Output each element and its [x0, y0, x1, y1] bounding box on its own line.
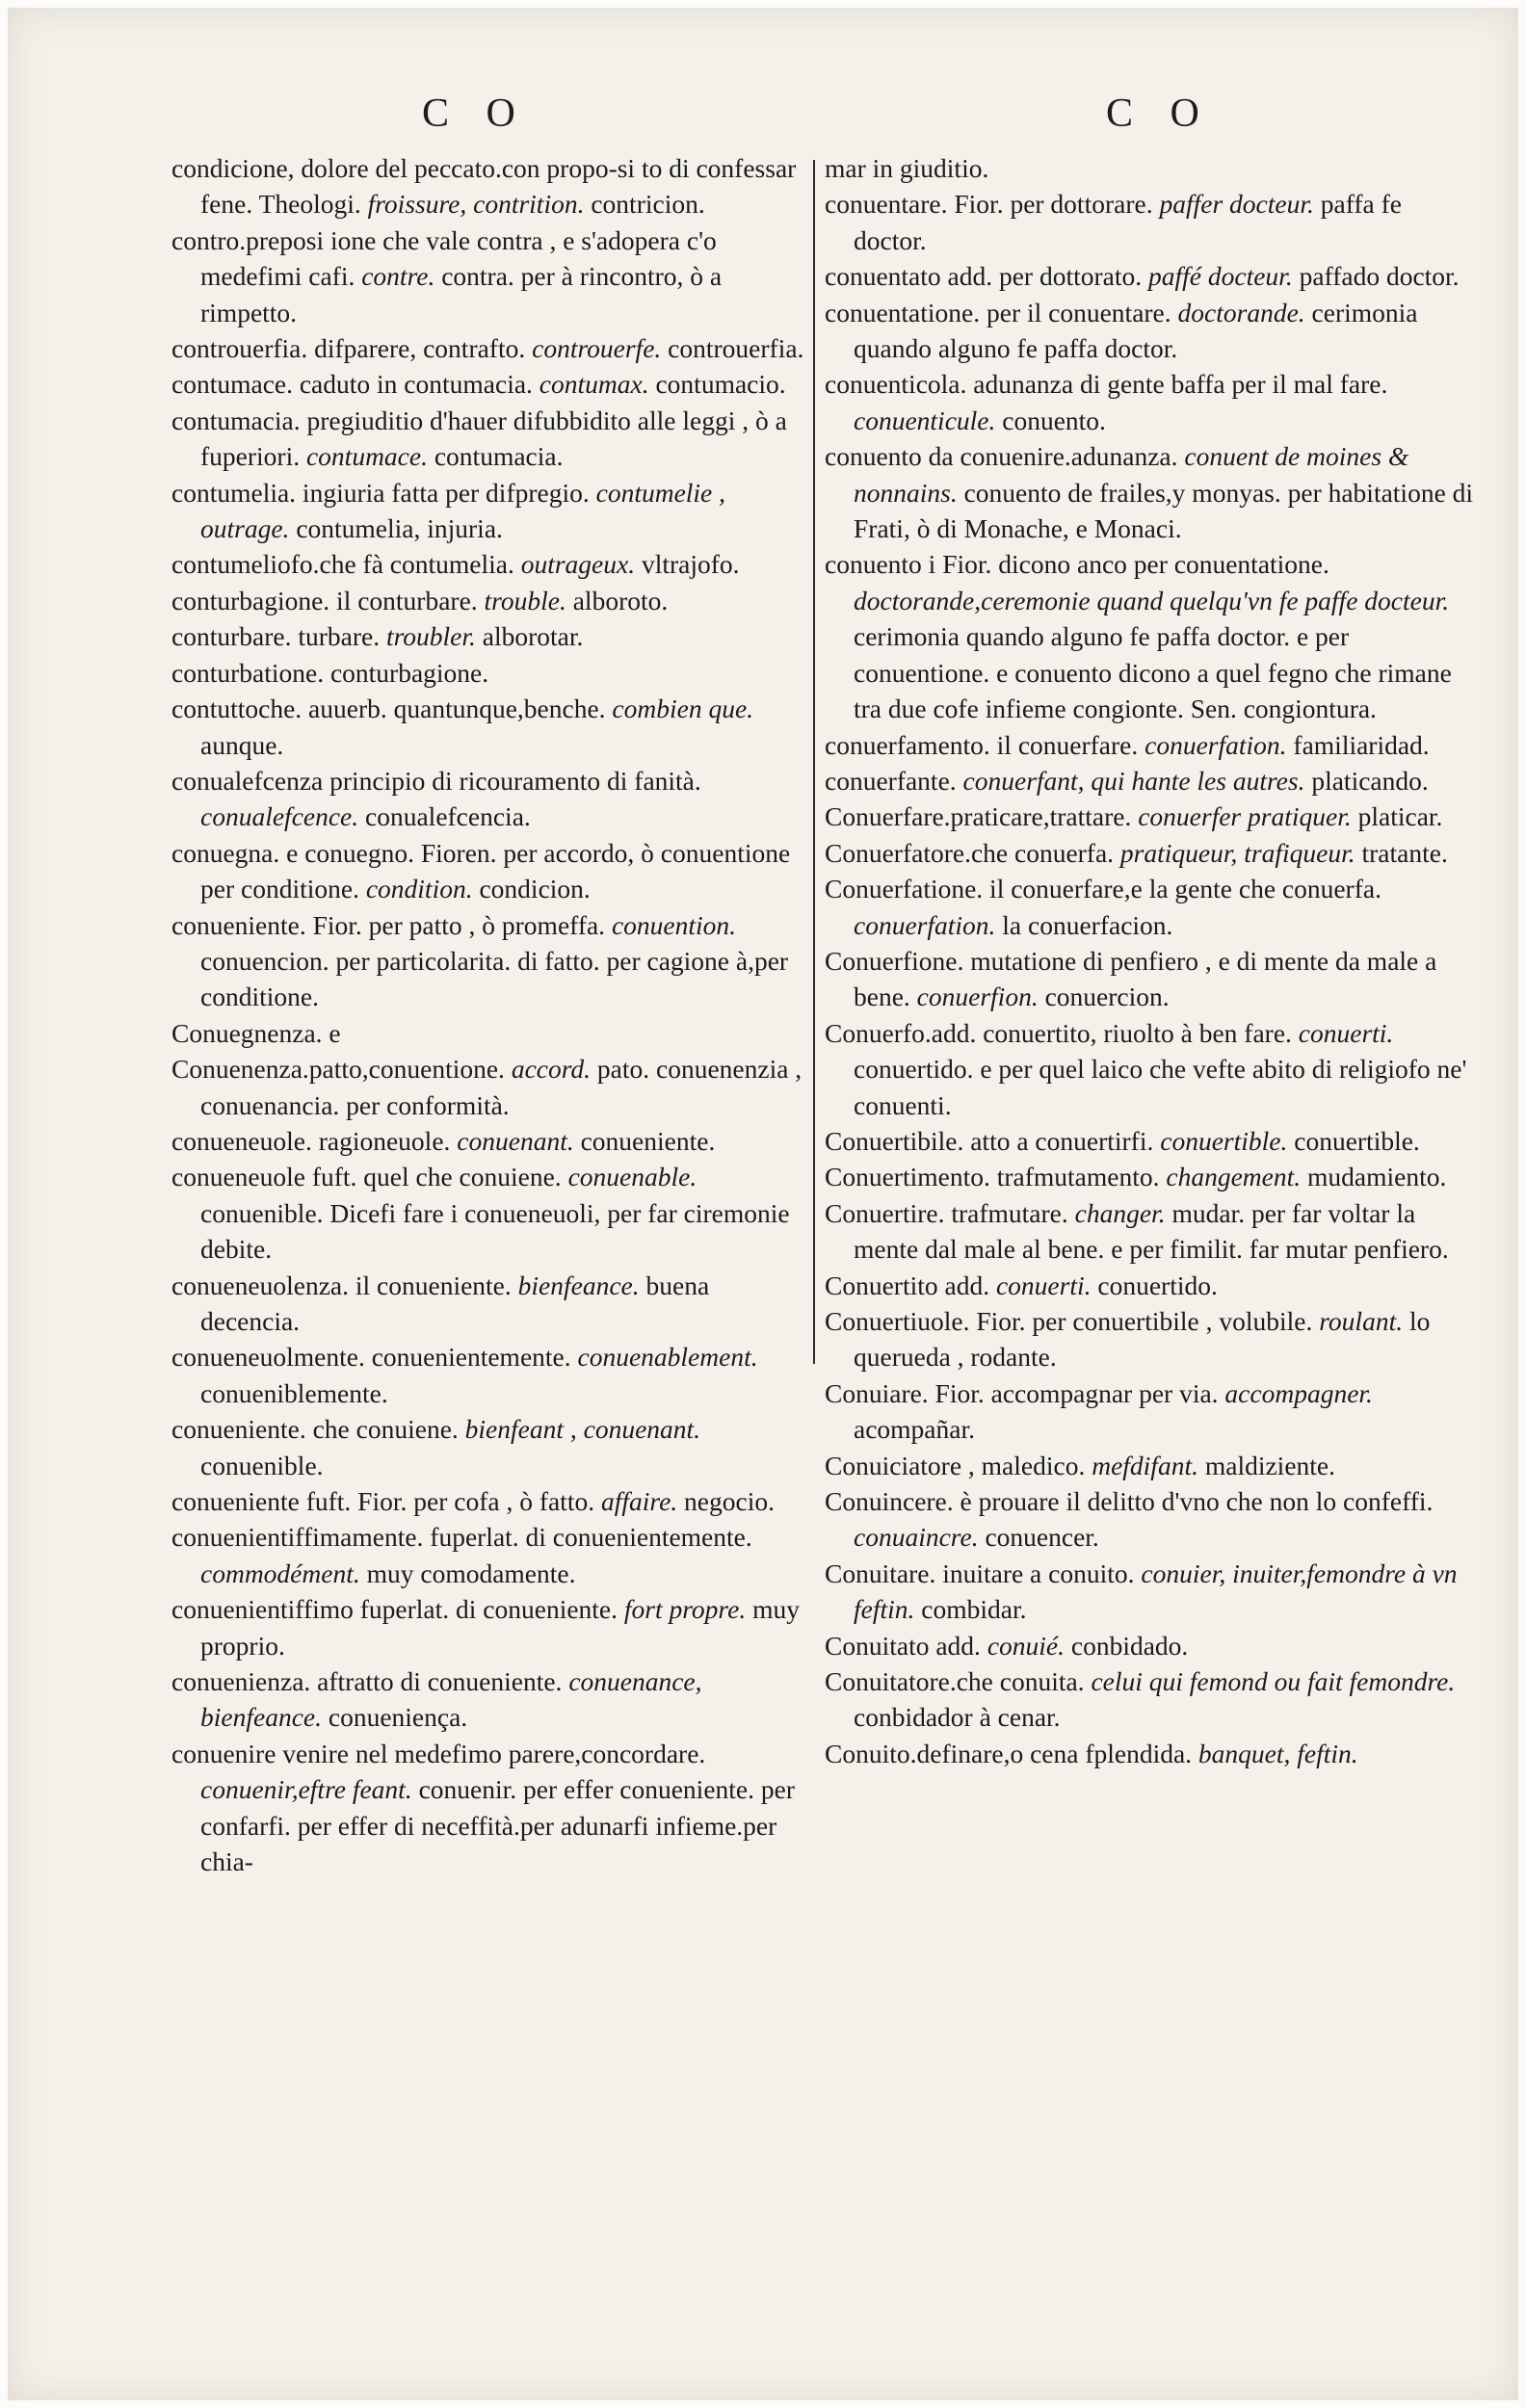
column-divider: [813, 160, 815, 1364]
entry-italian-text: Conuitare. inuitare a conuito.: [825, 1557, 1135, 1588]
dictionary-entry: [171, 618, 807, 654]
entry-french-text: conuenable.: [567, 1162, 697, 1192]
dictionary-entry: [825, 1123, 1480, 1159]
entry-spanish-text: conuento de frailes,y monyas. per habitatione di Frati, ò di Monache, e Monaci.: [854, 477, 1474, 544]
entry-french-text: accord.: [511, 1054, 592, 1085]
entry-french-text: conuenance, bienfeance.: [200, 1666, 702, 1733]
entry-french-text: paffé docteur.: [1148, 261, 1293, 292]
entry-french-text: changement.: [1166, 1162, 1302, 1192]
entry-spanish-text: controuerfia.: [668, 333, 804, 364]
entry-french-text: conuenticule.: [854, 405, 996, 435]
entry-french-text: trouble.: [484, 585, 566, 615]
entry-italian-text: conuerfamento. il conuerfare.: [825, 729, 1139, 760]
entry-french-text: contre.: [361, 261, 435, 292]
dictionary-entry: [171, 1015, 807, 1051]
entry-spanish-text: conuenible.: [200, 1450, 324, 1480]
entry-spanish-text: negocio.: [684, 1486, 775, 1517]
entry-italian-text: conuenienza. aftratto di conueniente.: [171, 1666, 563, 1697]
dictionary-entry: [825, 1448, 1480, 1483]
entry-italian-text: contuttoche. auuerb. quantunque,benche.: [171, 694, 606, 724]
dictionary-entry: [171, 1736, 807, 1880]
entry-italian-text: Conuertimento. trafmutamento.: [825, 1162, 1160, 1192]
dictionary-entry: [171, 1159, 807, 1267]
entry-french-text: doctorande,ceremonie quand quelqu'vn fe paffe docteur.: [854, 585, 1450, 615]
entry-french-text: conuerfant, qui hante les autres.: [962, 765, 1305, 796]
dictionary-entry: [171, 546, 807, 582]
entry-spanish-text: acompañar.: [854, 1414, 975, 1445]
dictionary-entry: [825, 1736, 1480, 1771]
dictionary-entry: [171, 403, 807, 475]
entry-spanish-text: contumacia.: [434, 441, 564, 472]
entry-french-text: conuenablement.: [577, 1342, 758, 1373]
entry-french-text: roulant.: [1319, 1306, 1404, 1336]
right-column-header: C O: [1106, 92, 1213, 136]
dictionary-entry: [825, 1628, 1480, 1663]
entry-spanish-text: pato. conuenenzia , conuenancia. per conformità.: [200, 1054, 802, 1120]
entry-italian-text: conueneuolmente. conuenientemente.: [171, 1342, 571, 1373]
entry-spanish-text: paffado doctor.: [1299, 261, 1460, 292]
left-column: [171, 150, 807, 1880]
entry-spanish-text: conualefcencia.: [365, 801, 531, 832]
entry-french-text: accompagner.: [1224, 1377, 1373, 1408]
dictionary-entry: [825, 1303, 1480, 1375]
entry-spanish-text: conuencion. per particolarita. di fatto. per cagione à,per conditione.: [200, 945, 789, 1012]
dictionary-entry: [171, 366, 807, 402]
dictionary-entry: [825, 438, 1480, 546]
entry-french-text: conuerti.: [995, 1269, 1092, 1300]
entry-spanish-text: alborotar.: [482, 621, 584, 652]
entry-french-text: conuaincre.: [854, 1522, 979, 1553]
entry-italian-text: conueneuole fuft. quel che conuiene.: [171, 1162, 562, 1192]
entry-spanish-text: tratante.: [1361, 837, 1448, 868]
entry-french-text: bienfeant , conuenant.: [464, 1414, 701, 1445]
entry-italian-text: conuegna. e conuegno. Fioren. per accordo, ò conuentione per conditione.: [171, 837, 791, 904]
entry-spanish-text: conueniente.: [580, 1125, 716, 1156]
dictionary-entry: [171, 691, 807, 763]
dictionary-entry: [171, 150, 807, 222]
dictionary-entry: [825, 366, 1480, 438]
dictionary-entry: [825, 871, 1480, 943]
entry-italian-text: conualefcenza principio di ricouramento di fanità.: [171, 765, 701, 796]
entry-italian-text: Conuerfione. mutatione di penfiero , e di mente da male a bene.: [825, 945, 1437, 1012]
dictionary-entry: [171, 655, 807, 691]
entry-french-text: pratiqueur, trafiqueur.: [1119, 837, 1355, 868]
entry-french-text: conualefcence.: [200, 801, 359, 832]
entry-italian-text: Conuertiuole. Fior. per conuertibile , volubile.: [825, 1306, 1313, 1336]
entry-french-text: conuerfer pratiquer.: [1138, 801, 1352, 832]
entry-french-text: paffer docteur.: [1159, 189, 1314, 220]
entry-french-text: conuention.: [611, 909, 737, 940]
entry-spanish-text: conuertible.: [1294, 1125, 1420, 1156]
entry-italian-text: conueneuolenza. il conueniente.: [171, 1269, 512, 1300]
entry-italian-text: conuento da conuenire.adunanza.: [825, 441, 1178, 472]
entry-spanish-text: muy comodamente.: [366, 1557, 576, 1588]
dictionary-entry: [171, 1051, 807, 1123]
entry-french-text: mefdifant.: [1092, 1450, 1198, 1480]
entry-french-text: commodément.: [200, 1557, 360, 1588]
entry-italian-text: Conuerfatione. il conuerfare,e la gente che conuerfa.: [825, 874, 1381, 904]
entry-italian-text: contumeliofo.che fà contumelia.: [171, 549, 514, 580]
entry-spanish-text: alboroto.: [572, 585, 669, 615]
entry-italian-text: Conuiciatore , maledico.: [825, 1450, 1086, 1480]
entry-italian-text: Conuertito add.: [825, 1269, 990, 1300]
entry-italian-text: contro.preposi ione che vale contra , e s'adopera c'o medefimi cafi.: [171, 224, 717, 292]
entry-italian-text: Conuito.definare,o cena fplendida.: [825, 1738, 1193, 1768]
entry-spanish-text: lo querueda , rodante.: [854, 1306, 1431, 1373]
entry-italian-text: Conuerfatore.che conuerfa.: [825, 837, 1115, 868]
entry-french-text: conuerfation.: [854, 909, 996, 940]
entry-italian-text: Conuerfare.praticare,trattare.: [825, 801, 1132, 832]
dictionary-entry: [171, 475, 807, 547]
entry-italian-text: Conuerfo.add. conuertito, riuolto à ben fare.: [825, 1017, 1292, 1048]
entry-spanish-text: muy proprio.: [200, 1594, 800, 1661]
entry-french-text: troubler.: [385, 621, 476, 652]
entry-spanish-text: maldiziente.: [1204, 1450, 1335, 1480]
dictionary-entry: [825, 835, 1480, 871]
entry-french-text: conuerfion.: [916, 982, 1039, 1012]
entry-italian-text: conuenticola. adunanza di gente baffa per il mal fare.: [825, 369, 1388, 400]
dictionary-entry: [825, 1195, 1480, 1268]
dictionary-entry: [171, 1591, 807, 1663]
dictionary-entry: [825, 546, 1480, 726]
dictionary-entry: [171, 1123, 807, 1159]
entry-french-text: contumace.: [305, 441, 428, 472]
entry-french-text: conuier, inuiter,femondre à vn feftin.: [854, 1557, 1458, 1625]
entry-italian-text: condicione, dolore del peccato.con propo-si to di confessar fene. Theologi.: [171, 153, 797, 220]
dictionary-entry: [825, 1375, 1480, 1448]
right-column: [825, 150, 1480, 1771]
entry-spanish-text: buena decencia.: [200, 1269, 710, 1336]
entry-spanish-text: cerimonia quando alguno fe paffa doctor.: [854, 297, 1418, 364]
dictionary-entry: [171, 1663, 807, 1736]
entry-french-text: conuenant.: [457, 1125, 574, 1156]
entry-spanish-text: aunque.: [200, 729, 284, 760]
entry-italian-text: Conuiare. Fior. accompagnar per via.: [825, 1377, 1219, 1408]
dictionary-entry: [171, 1339, 807, 1411]
entry-italian-text: conueniente. Fior. per patto , ò promeffa.: [171, 909, 606, 940]
entry-italian-text: Conuenenza.patto,conuentione.: [171, 1054, 505, 1085]
entry-spanish-text: contra. per à rincontro, ò a rimpetto.: [200, 261, 723, 327]
entry-french-text: conuerfation.: [1144, 729, 1287, 760]
dictionary-entry: [825, 798, 1480, 834]
entry-french-text: froissure, contrition.: [367, 189, 585, 220]
entry-french-text: condition.: [365, 874, 473, 904]
entry-spanish-text: vltrajofo.: [641, 549, 740, 580]
dictionary-entry: [825, 186, 1480, 258]
dictionary-entry: [171, 1483, 807, 1519]
dictionary-entry: [825, 1268, 1480, 1303]
entry-italian-text: conueniente. che conuiene.: [171, 1414, 459, 1445]
dictionary-entry: [171, 763, 807, 835]
entry-italian-text: conuento i Fior. dicono anco per conuentatione.: [825, 549, 1329, 580]
entry-spanish-text: conuenible. Dicefi fare i conueneuoli, per far ciremonie debite.: [200, 1197, 790, 1265]
entry-spanish-text: mudamiento.: [1306, 1162, 1447, 1192]
entry-french-text: changer.: [1074, 1197, 1166, 1228]
dictionary-entry: [171, 330, 807, 366]
entry-italian-text: Conuertire. trafmutare.: [825, 1197, 1068, 1228]
entry-french-text: contumax.: [539, 369, 649, 400]
left-column-header: C O: [422, 92, 529, 136]
entry-french-text: doctorande.: [1177, 297, 1305, 327]
entry-french-text: conuent de moines & nonnains.: [854, 441, 1409, 508]
entry-italian-text: mar in giuditio.: [825, 153, 989, 183]
entry-french-text: bienfeance.: [517, 1269, 640, 1300]
entry-italian-text: controuerfia. difparere, contrafto.: [171, 333, 526, 364]
dictionary-entry: [171, 583, 807, 618]
dictionary-entry: [171, 835, 807, 907]
entry-italian-text: conuentatione. per il conuentare.: [825, 297, 1171, 327]
entry-spanish-text: mudar. per far voltar la mente dal male al bene. e per fimilit. far mutar penfiero.: [854, 1197, 1449, 1265]
dictionary-entry: [825, 1015, 1480, 1123]
entry-italian-text: conueniente fuft. Fior. per cofa , ò fatto.: [171, 1486, 595, 1517]
entry-italian-text: Conuincere. è prouare il delitto d'vno che non lo confeffi.: [825, 1486, 1434, 1517]
entry-italian-text: contumacia. pregiuditio d'hauer difubbidito alle leggi , ò a fuperiori.: [171, 405, 787, 472]
entry-italian-text: conturbagione. il conturbare.: [171, 585, 478, 615]
entry-french-text: conuertible.: [1160, 1125, 1288, 1156]
dictionary-entry: [825, 258, 1480, 294]
entry-french-text: fort propre.: [623, 1594, 747, 1625]
dictionary-entry: [825, 1159, 1480, 1194]
entry-french-text: affaire.: [600, 1486, 678, 1517]
entry-spanish-text: conuenir. per effer conueniente. per confarfi. per effer di neceffità.per adunarfi infieme.per chia-: [200, 1774, 795, 1877]
entry-italian-text: conuenientiffimamente. fuperlat. di conuenientemente.: [171, 1522, 752, 1553]
entry-spanish-text: condicion.: [479, 874, 591, 904]
dictionary-entry: [825, 943, 1480, 1015]
entry-french-text: conuié.: [987, 1630, 1065, 1661]
entry-spanish-text: conueniença.: [328, 1702, 468, 1733]
entry-french-text: celui qui femond ou fait femondre.: [1091, 1666, 1456, 1697]
entry-spanish-text: contumacio.: [655, 369, 786, 400]
entry-italian-text: conturbatione. conturbagione.: [171, 657, 489, 688]
entry-spanish-text: conueniblemente.: [200, 1377, 388, 1408]
entry-spanish-text: paffa fe doctor.: [854, 189, 1402, 255]
dictionary-entry: [825, 1556, 1480, 1628]
entry-italian-text: Conuertibile. atto a conuertirfi.: [825, 1125, 1154, 1156]
dictionary-entry: [825, 295, 1480, 367]
entry-italian-text: conuentato add. per dottorato.: [825, 261, 1143, 292]
entry-spanish-text: conuencer.: [985, 1522, 1099, 1553]
entry-italian-text: Conuegnenza. e: [171, 1017, 341, 1048]
entry-french-text: combien que.: [612, 694, 754, 724]
entry-italian-text: conuenire venire nel medefimo parere,concordare.: [171, 1738, 706, 1768]
entry-italian-text: conuerfante.: [825, 765, 957, 796]
entry-spanish-text: conuertido.: [1097, 1269, 1218, 1300]
entry-italian-text: conueneuole. ragioneuole.: [171, 1125, 451, 1156]
entry-spanish-text: platicar.: [1357, 801, 1443, 832]
entry-italian-text: conuentare. Fior. per dottorare.: [825, 189, 1153, 220]
entry-spanish-text: contumelia, injuria.: [296, 513, 503, 544]
dictionary-page: [8, 8, 1518, 2400]
entry-spanish-text: platicando.: [1311, 765, 1429, 796]
entry-spanish-text: combidar.: [921, 1594, 1027, 1625]
entry-italian-text: Conuitatore.che conuita.: [825, 1666, 1085, 1697]
entry-french-text: contumelie , outrage.: [200, 477, 726, 544]
dictionary-entry: [825, 150, 1480, 186]
entry-italian-text: contumelia. ingiuria fatta per difpregio.: [171, 477, 590, 508]
entry-french-text: conuenir,eftre feant.: [200, 1774, 412, 1805]
dictionary-entry: [171, 1411, 807, 1483]
entry-spanish-text: conuento.: [1002, 405, 1106, 435]
entry-spanish-text: contricion.: [591, 189, 705, 220]
entry-italian-text: conuenientiffimo fuperlat. di conueniente.: [171, 1594, 618, 1625]
entry-italian-text: conturbare. turbare.: [171, 621, 381, 652]
entry-french-text: banquet, feftin.: [1197, 1738, 1358, 1768]
dictionary-entry: [171, 1268, 807, 1340]
entry-french-text: outrageux.: [520, 549, 636, 580]
entry-spanish-text: familiaridad.: [1293, 729, 1430, 760]
dictionary-entry: [825, 763, 1480, 798]
dictionary-entry: [171, 1519, 807, 1591]
entry-italian-text: contumace. caduto in contumacia.: [171, 369, 533, 400]
dictionary-entry: [825, 1483, 1480, 1556]
entry-spanish-text: conuertido. e per quel laico che vefte abito di religiofo ne' conuenti.: [854, 1054, 1467, 1120]
entry-spanish-text: conuercion.: [1044, 982, 1170, 1012]
entry-french-text: conuerti.: [1298, 1017, 1394, 1048]
dictionary-entry: [171, 222, 807, 330]
entry-french-text: controuerfe.: [532, 333, 662, 364]
dictionary-entry: [825, 727, 1480, 763]
entry-spanish-text: la conuerfacion.: [1002, 909, 1173, 940]
dictionary-entry: [825, 1663, 1480, 1736]
entry-italian-text: Conuitato add.: [825, 1630, 981, 1661]
entry-spanish-text: conbidador à cenar.: [854, 1702, 1061, 1733]
entry-spanish-text: conbidado.: [1070, 1630, 1189, 1661]
dictionary-entry: [171, 907, 807, 1015]
entry-spanish-text: cerimonia quando alguno fe paffa doctor. e per conuentione. e conuento dicono a quel fegno che rimane tra due cofe infieme congionte. Sen. congiontura.: [854, 621, 1452, 724]
